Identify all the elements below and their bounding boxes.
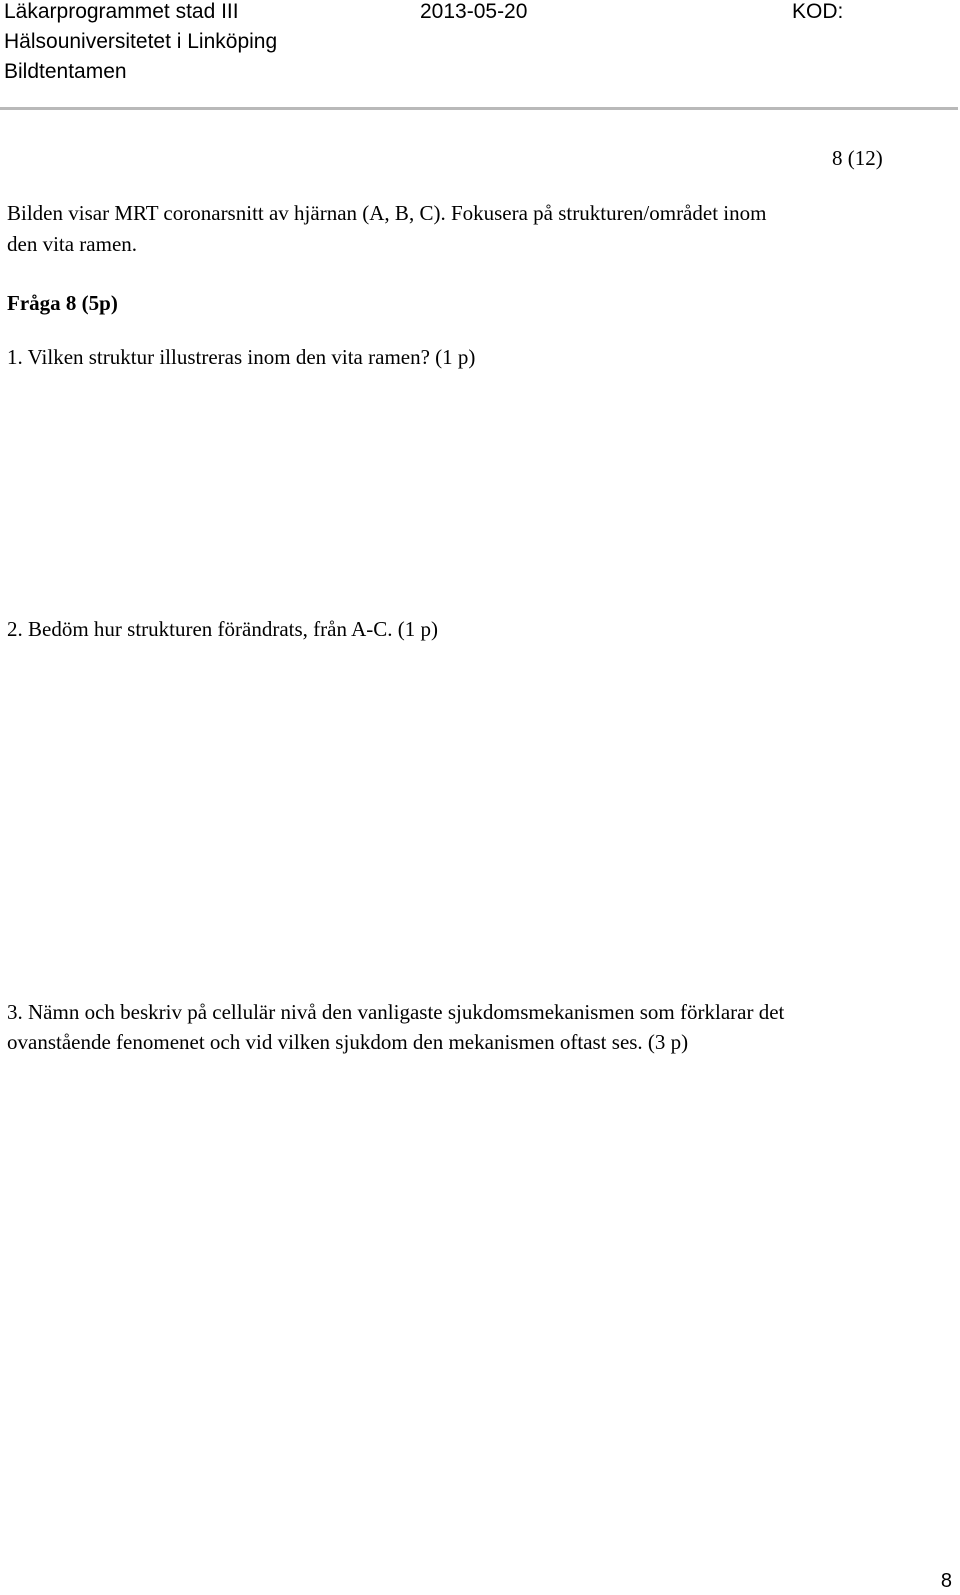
footer-page-number: 8 <box>940 1570 952 1592</box>
header-exam: Bildtentamen <box>4 60 127 83</box>
intro-line-1: Bilden visar MRT coronarsnitt av hjärnan (A, B, C). Fokusera på strukturen/området inom <box>7 201 767 225</box>
question-2: 2. Bedöm hur strukturen förändrats, från A-C. (1 p) <box>7 617 438 641</box>
header-code-label: KOD: <box>792 0 844 23</box>
page-indicator: 8 (12) <box>832 146 883 170</box>
question-3-line-1: 3. Nämn och beskriv på cellulär nivå den vanligaste sjukdomsmekanismen som förklarar det <box>7 1000 785 1024</box>
question-3-line-2: ovanstående fenomenet och vid vilken sjukdom den mekanismen oftast ses. (3 p) <box>7 1030 689 1054</box>
header-date: 2013-05-20 <box>420 0 528 23</box>
header-program: Läkarprogrammet stad III <box>4 0 239 23</box>
header-university: Hälsouniversitetet i Linköping <box>4 30 278 53</box>
question-1: 1. Vilken struktur illustreras inom den vita ramen? (1 p) <box>7 345 476 369</box>
question-title: Fråga 8 (5p) <box>7 291 118 315</box>
header-divider <box>0 107 958 110</box>
intro-line-2: den vita ramen. <box>7 232 138 256</box>
